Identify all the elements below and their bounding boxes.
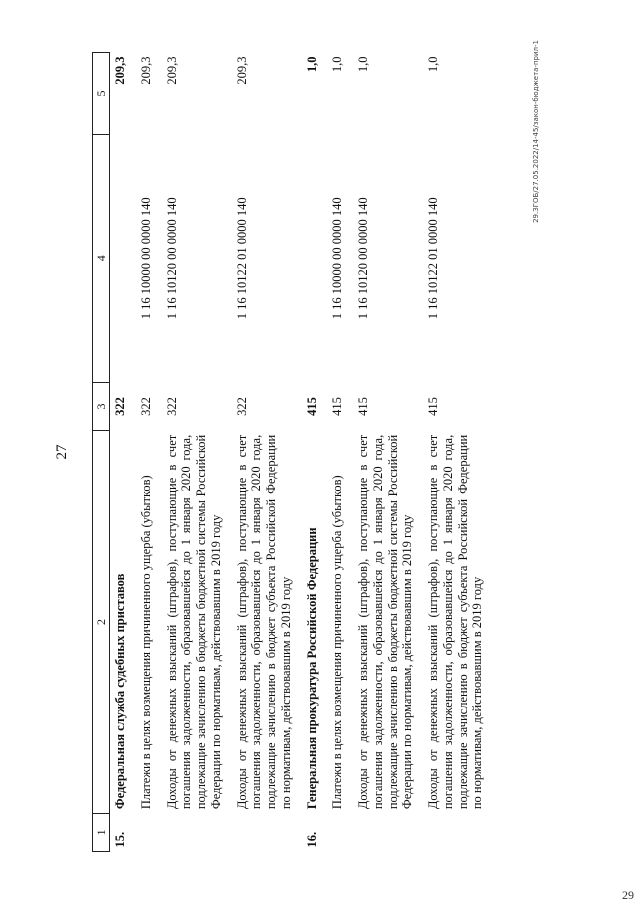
row-budget-code: 1 16 10122 01 0000 140 [234,197,249,320]
table-row [157,53,227,852]
row-amount: 1,0 [426,56,441,73]
row-name: Доходы от денежных взысканий (штрафов), поступающие в счет погашения задолженности, образовавшейся до 1 января 2020 года, подлежащие зачислению в бюджеты бюджетной системы Российской Федерации по нормативам, действовавшим в 2019 году [356,434,415,810]
corner-number: 29 [622,888,634,902]
row-name: Доходы от денежных взысканий (штрафов), поступающие в счет погашения задолженности, образовавшейся до 1 января 2020 года, подлежащие зачислению в бюджет субъекта Российской Федерации по нормативам, действовавшим в 2019 году [426,434,485,810]
row-amount: 1,0 [304,56,319,73]
header-col-1: 1 [93,813,110,851]
row-amount: 209,3 [138,56,153,85]
row-admin-code: 415 [356,397,371,416]
section-row [110,53,131,852]
row-name: Платежи в целях возмещения причиненного ущерба (убытков) [138,475,153,810]
row-amount: 1,0 [330,56,345,73]
row-number: 15. [113,831,128,848]
row-amount: 209,3 [164,56,179,85]
row-number [157,813,227,851]
page-number: 27 [54,444,70,460]
section-row [297,53,323,852]
row-budget-code: 1 16 10120 00 0000 140 [164,197,179,320]
table-row [348,53,418,852]
row-number [418,813,488,851]
row-budget-code: 1 16 10120 00 0000 140 [356,197,371,320]
row-admin-code: 415 [304,397,319,416]
row-number [322,813,348,851]
row-admin-code: 415 [330,397,345,416]
row-admin-code: 322 [234,397,249,416]
row-admin-code: 415 [426,397,441,416]
row-amount: 209,3 [113,56,128,85]
row-name: Доходы от денежных взысканий (штрафов), поступающие в счет погашения задолженности, образовавшейся до 1 января 2020 года, подлежащие зачислению в бюджет субъекта Российской Федерации по нормативам, действовавшим в 2019 году [234,434,293,810]
row-budget-code: 1 16 10000 00 0000 140 [330,197,345,320]
rotated-page [50,32,590,872]
row-name: Федеральная служба судебных приставов [113,573,128,810]
row-amount: 209,3 [234,56,249,85]
table-row [131,53,157,852]
header-col-5: 5 [93,53,110,135]
row-budget-code [110,134,131,382]
row-name: Доходы от денежных взысканий (штрафов), поступающие в счет погашения задолженности, образовавшейся до 1 января 2020 года, подлежащие зачислению в бюджеты бюджетной системы Российской Федерации по нормативам, действовавшим в 2019 году [164,434,223,810]
row-budget-code: 1 16 10000 00 0000 140 [138,197,153,320]
header-col-4: 4 [93,134,110,382]
row-budget-code: 1 16 10122 01 0000 140 [426,197,441,320]
row-admin-code: 322 [164,397,179,416]
table-row [227,53,297,852]
revenue-table [92,52,488,852]
table-row [322,53,348,852]
document-stamp: 29.ЗГОБ/27.05.2022/14-45/закон-бюджета-прил-1 [532,40,540,223]
header-col-2: 2 [93,431,110,813]
row-amount: 1,0 [356,56,371,73]
row-number: 16. [304,831,319,848]
row-number [227,813,297,851]
header-col-3: 3 [93,382,110,431]
row-admin-code: 322 [113,397,128,416]
row-number [131,813,157,851]
row-budget-code [297,134,323,382]
table-header-row [93,53,110,852]
row-name: Платежи в целях возмещения причиненного ущерба (убытков) [330,475,345,810]
row-name: Генеральная прокуратура Российской Федерации [304,527,319,810]
row-number [348,813,418,851]
row-admin-code: 322 [138,397,153,416]
table-row [418,53,488,852]
